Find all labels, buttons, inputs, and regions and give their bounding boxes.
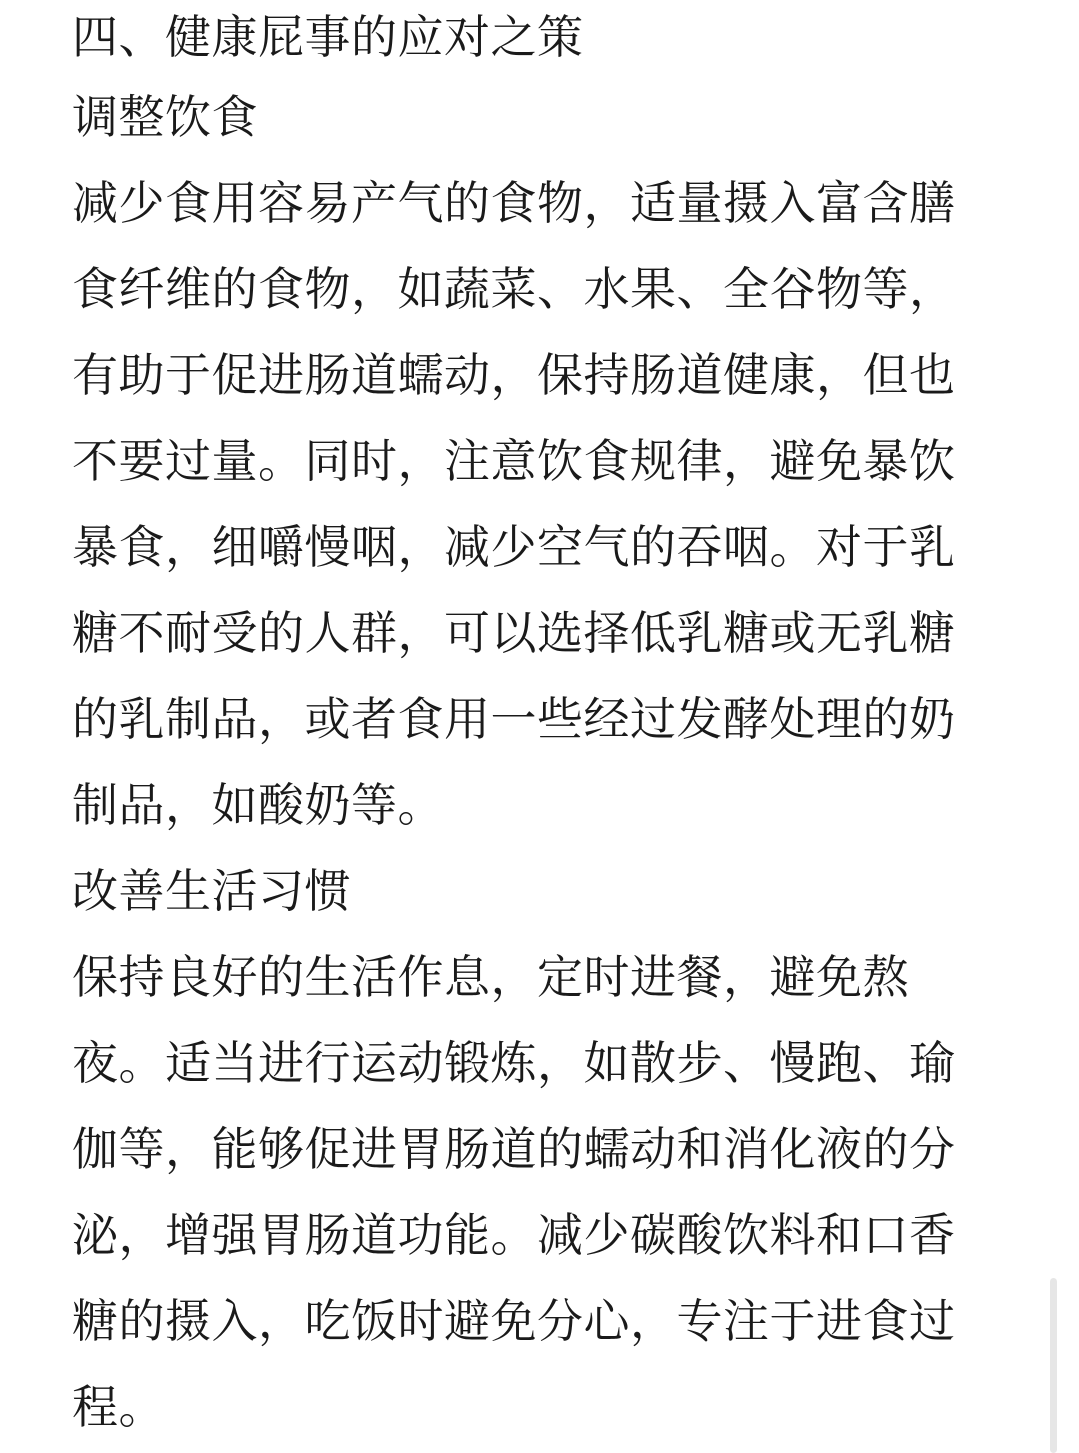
scrollbar[interactable] [1050,1278,1057,1453]
paragraph-line: 夜。适当进行运动锻炼，如散步、慢跑、瑜 [72,1036,956,1090]
paragraph-line: 伽等，能够促进胃肠道的蠕动和消化液的分 [72,1122,956,1176]
article-body [72,0,992,1450]
section-heading: 四、健康屁事的应对之策 [72,10,584,64]
subheading-diet: 调整饮食 [72,90,258,144]
paragraph-line: 保持良好的生活作息，定时进餐，避免熬 [72,950,909,1004]
paragraph-line: 的乳制品，或者食用一些经过发酵处理的奶 [72,692,956,746]
paragraph-line: 糖的摄入，吃饭时避免分心，专注于进食过 [72,1294,956,1348]
paragraph-line: 暴食，细嚼慢咽，减少空气的吞咽。对于乳 [72,520,956,574]
paragraph-line: 程。 [72,1380,165,1434]
paragraph-line: 减少食用容易产气的食物，适量摄入富含膳 [72,176,956,230]
paragraph-line: 泌，增强胃肠道功能。减少碳酸饮料和口香 [72,1208,956,1262]
subheading-habits: 改善生活习惯 [72,864,351,918]
paragraph-line: 制品，如酸奶等。 [72,778,444,832]
paragraph-line: 不要过量。同时，注意饮食规律，避免暴饮 [72,434,956,488]
paragraph-line: 糖不耐受的人群，可以选择低乳糖或无乳糖 [72,606,956,660]
paragraph-line: 有助于促进肠道蠕动，保持肠道健康，但也 [72,348,956,402]
paragraph-line: 食纤维的食物，如蔬菜、水果、全谷物等， [72,262,956,316]
